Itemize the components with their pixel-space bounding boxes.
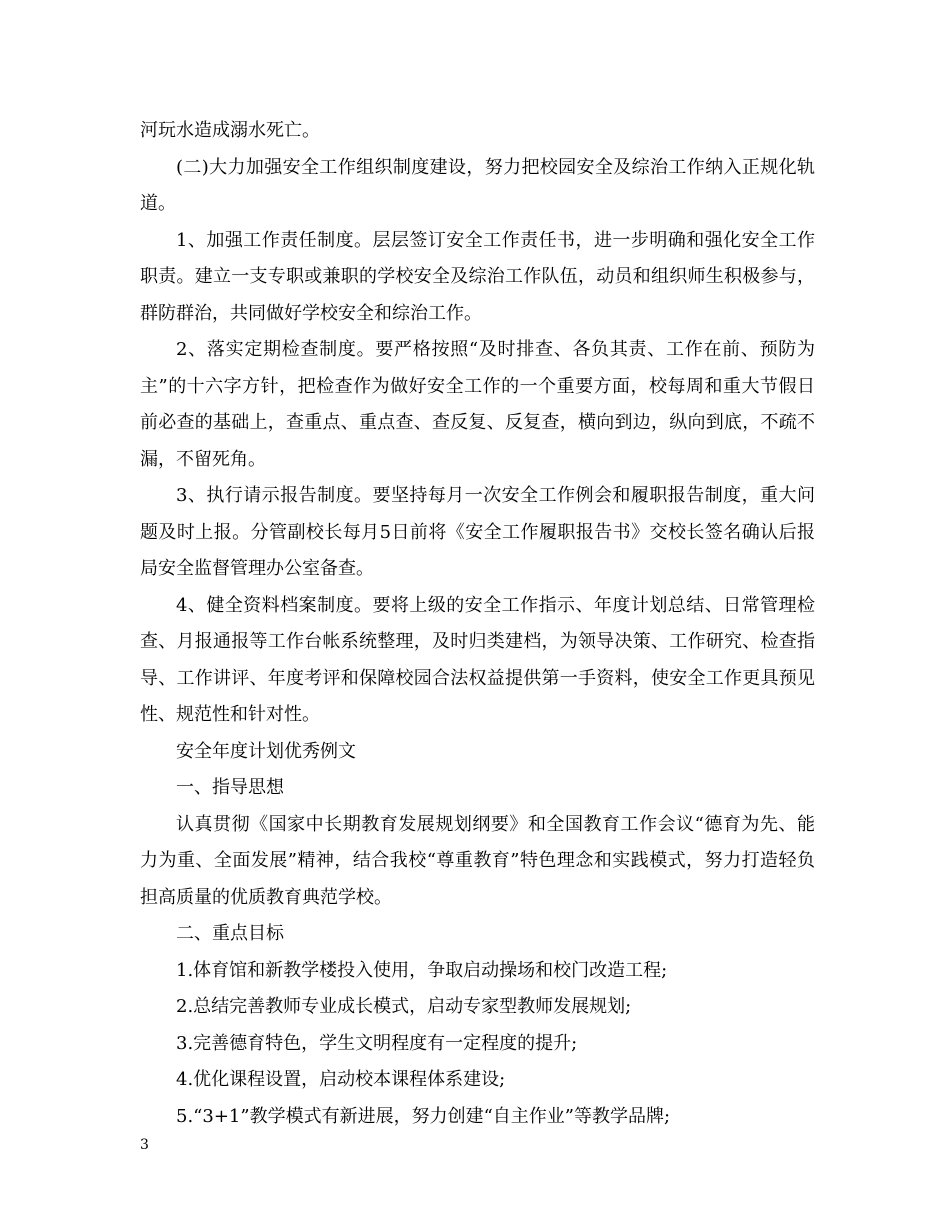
paragraph-item-1-responsibility: 1、加强工作责任制度。层层签订安全工作责任书，进一步明确和强化安全工作职责。建立一支专职或兼职的学校安全及综治工作队伍，动员和组织师生积极参与，群防群治，共同做好学校安全和综治工作。 bbox=[140, 229, 815, 324]
goal-item-1: 1.体育馆和新教学楼投入使用，争取启动操场和校门改造工程; bbox=[176, 959, 668, 981]
section-title: 安全年度计划优秀例文 bbox=[176, 740, 356, 762]
goal-item-2: 2.总结完善教师专业成长模式，启动专家型教师发展规划; bbox=[176, 996, 632, 1017]
paragraph-continuation: 河玩水造成溺水死亡。 bbox=[140, 120, 320, 141]
paragraph-item-3-reporting: 3、执行请示报告制度。要坚持每月一次安全工作例会和履职报告制度，重大问题及时上报。分管副校长每月5日前将《安全工作履职报告书》交校长签名确认后报局安全监督管理办公室备查。 bbox=[140, 485, 815, 579]
goal-item-5: 5.“3+1”教学模式有新进展，努力创建“自主作业”等教学品牌; bbox=[176, 1105, 671, 1127]
heading-guiding-ideology: 一、指导思想 bbox=[176, 777, 284, 798]
paragraph-guiding-ideology: 认真贯彻《国家中长期教育发展规划纲要》和全国教育工作会议“德育为先、能力为重、全面发展”精神，结合我校“尊重教育”特色理念和实践模式，努力打造轻负担高质量的优质教育典范学校。 bbox=[140, 813, 815, 908]
paragraph-item-2-inspection: 2、落实定期检查制度。要严格按照“及时排查、各负其责、工作在前、预防为主”的十六字方针，把检查作为做好安全工作的一个重要方面，校每周和重大节假日前必查的基础上，查重点、重点查、查反复、反复查，横向到边，纵向到底，不疏不漏，不留死角。 bbox=[140, 339, 815, 470]
page-number: 3 bbox=[140, 1137, 149, 1153]
heading-key-goals: 二、重点目标 bbox=[176, 923, 284, 944]
paragraph-section-two: (二)大力加强安全工作组织制度建设，努力把校园安全及综治工作纳入正规化轨道。 bbox=[140, 156, 815, 214]
paragraph-item-4-archives: 4、健全资料档案制度。要将上级的安全工作指示、年度计划总结、日常管理检查、月报通报等工作台帐系统整理，及时归类建档，为领导决策、工作研究、检查指导、工作讲评、年度考评和保障校园合法权益提供第一手资料，使安全工作更具预见性、规范性和针对性。 bbox=[140, 594, 815, 725]
document-body bbox=[140, 113, 815, 1135]
goal-item-3: 3.完善德育特色，学生文明程度有一定程度的提升; bbox=[176, 1032, 578, 1054]
goal-item-4: 4.优化课程设置，启动校本课程体系建设; bbox=[176, 1069, 506, 1090]
